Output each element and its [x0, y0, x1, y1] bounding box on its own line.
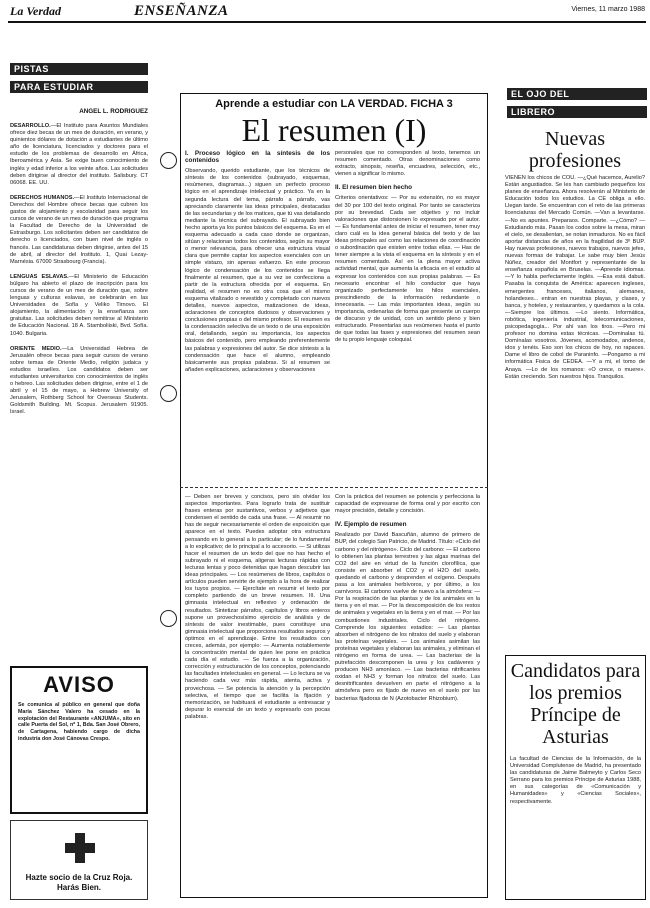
ficha-col-1 — [185, 150, 330, 480]
section-heading: IV. Ejemplo de resumen — [335, 521, 407, 529]
premios-body: La facultad de Ciencias de la Información, de la Universidad Complutense de Madrid, ha presentado las candidaturas de Jaime Balmeyto y Carlos Seco Serrano para los premios Príncipe de Asturias 1988, en sus categorías de «Comunicación y Humanidades» y «Ciencias Sociales», respectivamente. — [510, 756, 641, 805]
aviso-text: Se comunica al público en general que doña María Sánchez Valero ha cesado en la explotación del Restaurante «ANJUMA», sito en calle Puerta del Sol, nº 1, Bda. San José Obrero, de Cartagena, habiendo cargo de dicha industria don José Cánovas Crespo. — [18, 702, 140, 742]
section-body: Realizado por David Bascuñán, alumno de primero de BUP, del colegio San Patricio, de Madrid. Título: «Ciclo del carbono y del nitrógeno». Ciclo del carbono: — El carbono lo obtienen las plantas terrestres y las algas marinas del CO2 del aire en virtud de la función clorofílica, que consiste en absorber el CO2 y el H2O del suelo, quedando el carbono y desprenden el oxígeno. Después pasa a los animales herbívoros, y por último, a los carnívoros. El carbono vuelve de nuevo a la atmósfera: — Por la respiración de las plantas y de los animales en la tierra y en el mar. — Por la descomposición de los restos de animales y vegetales en la tierra y en el mar. — Por las combustiones industriales. Ciclo del nitrógeno. Comprende los siguientes estadios: — Las plantas absorben el nitrógeno de los nitratos del suelo y elaboran las proteínas vegetales. — Los animales asimilan las proteínas vegetales y elaboran las animales, y eliminan el nitrógeno en forma de urea. — Las bacterias de la putrefacción descomponen la urea y los cadáveres y producen NH3 amoníaco. — Las bacterias nitrificantes oxidan el NH3 y forman los nitratos del suelo. Las desnitrificantes devuelven en parte el nitrógeno a la atmósfera pero es fijado de nuevo en el suelo por las bacterias fijadoras de N (Azotobacter Rhizobium). — [335, 532, 480, 702]
header-rule — [8, 21, 646, 23]
section-heading: I. Proceso lógico en la síntesis de los contenidos — [185, 150, 330, 165]
pistas-item: LENGUAS ESLAVAS.—El Ministerio de Educación búlgaro ha abierto el plazo de inscripción para los cursos de verano de un mes de duración que, sobre lenguas y culturas eslavas, se celebrarán en las Universidades de Sofía y Veliko Tirnovo. El alojamiento, la alimentación y la enseñanza son gratuitas. Las solicitudes deben remitirse al Ministerio de Educación Nacional. 18 A. Stamboliiski, Bvd. Sofía. 1040. Bulgaria. — [10, 273, 148, 337]
issue-date: Viernes, 11 marzo 1988 — [571, 6, 645, 13]
cruz-roja-text: Hazte socio de la Cruz Roja. Harás Bien. — [25, 873, 133, 892]
pistas-item: DERECHOS HUMANOS.—El Instituto Internacional de Derechos del Hombre ofrece becas que cubren los gastos de alojamiento y escolaridad para seguir los cursos de verano de un mes de duración que programa la Facultad de Derecho de la Universidad de Estrasburgo. Los solicitantes deben ser candidatos de derecho o licenciados, con buen nivel de inglés o francés. Las candidaturas deben dirigirse, antes del 15 de abril, al director del Instituto. 1, Quai Lezay-Marnésia. 67000 Strasbourg (Francia). — [10, 194, 148, 265]
column-body — [505, 175, 645, 645]
red-cross-icon — [63, 831, 97, 865]
cruz-roja-ad — [10, 820, 148, 900]
ficha-col-4 — [335, 494, 480, 892]
ficha-col-2 — [335, 150, 480, 480]
ficha-title: El resumen (I) — [241, 112, 427, 148]
premios-headline: Candidatos para los premios Príncipe de Asturias — [510, 660, 641, 748]
section-body: personales que no corresponden al texto, tenemos un resumen comentado. Otras denominaciones como extracto, sinopsis, reseña, encuadres, selección, etc., vienen a significar lo mismo. — [335, 150, 480, 178]
aviso-title: AVISO — [43, 672, 115, 697]
column-text: VIENEN los chicos de COU. —¿Qué hacemos, Aurelio? Están angustiados. Se les han cambiado pequeños los planes de enseñanza. Ahora resolverán al Ministerio de Educación todos los estudios. La CE obliga a ello. Llegan tarde. Se encuentran con el reto de las primeras licenciaturas del Mercado Común. —Van a levantarse. —No es apuntes. Preparaos. Comparte. —¿Cómo? —Estudiando más. Pasan los codos sobre la mesa, miran el cielo, se desalientan, se notan inmaduros. No es fácil aportar distancias de años en la fragilidad de 3º BUP. Hay nuevas profesiones, nuevos trabajos, nuevos jefes, nuevas formas de trabajar. Le sabe muy bien Jesús Núñez, creador del Montfort y representante de la enseñanza española en Bruselas. —Aprende idiomas. —Y lo habla perfectamente inglés. —Esa está dabuti. Pasaba la conquista de América: aparecen ingleses, emergentes franceses, italianos, alemanes, holandeses... entran en nuestras playas, y clases, y banca, y hoteles, y restaurantes, y quedamos a la cola. —Siempre los últimos. —Lo siento. Informática, robótica, ingeniería industrial, telecomunicaciones, psicopedagogía... Por ahí van los tiros. —Pero mi profesor no domina estas técnicas. —Dominalas tú. Domínalas vosotros. Jóvenes, acomodados, andenos, idos y tenéis. Eso son los chicos de hoy, no rapaces. Dame el libro de cobol de Paraninfo. —Pongamo a mi informática Fisica de CEDEA. —Y a mi, el tomo de Anaya. —Lo de los romanos: «O crece, o muere». Están creciendo. Son nuestros hijos. Tranquilos. — [505, 175, 645, 380]
premios-box — [505, 655, 646, 900]
ficha-kicker: Aprende a estudiar con LA VERDAD. FICHA 3 — [215, 98, 453, 110]
section-body: Con la práctica del resumen se potencia y perfecciona la capacidad de expresarse de forma oral y por escrito con mayor precisión, detalle y concisión. — [335, 494, 480, 515]
binder-hole — [160, 610, 177, 627]
ficha-cut-line — [180, 487, 488, 488]
para-estudiar-title: PARA ESTUDIAR — [10, 81, 148, 93]
pistas-body — [10, 123, 148, 658]
section-body: — Deben ser breves y concisos, pero sin olvidar los aspectos importantes. Para lograrlo trata de sustituir frases enteras por sustantivos, verbos y adjetivos que condensen el sentido de cada una frase. — Al resumir no has de seguir necesariamente el orden de exposición que aparece en el texto. Puedes adoptar otra estructura pensando en lo general a lo particular; de lo fundamental a lo explicativo; de lo principal a lo accesorio. — Si utilizas hacer el resumen de un texto del que no has hecho el subrayado ni el esquema, aligeras lecturas rápidas con lecturas lentas y poco detenidas que hagan descubrir las ideas principales. — Los resúmenes de libros, capítulos o artículos pueden servirte de ejemplo a la hora de realizar los tuyos propios. — Ejercítate en resumir el texto por completo partiendo de un breve resumen. III. Una gimnasia intelectual en reflexivo y ordenación de resultados. Sintetizar párrafos, capítulos y libros enteros supone un provechosísimo ejercicio de análisis y de síntesis de valor inestimable, pues constituye una gimnasia intelectual que proporciona resultados seguros y óptimos en el aprendizaje. Entre los resultados con creces, además, por ejemplo: — Aumenta notablemente la concentración mental de quien lee pone en práctica cada día el estudio. — Se fuerza a la organización, corrección y estructuración de los conceptos, potenciando las facultades intelectuales en general. — Lo lectura se va haciendo cada vez más rápida, atenta, activa y provechosa. — Se potencia la atención y la percepción selectiva, el tiempo que se facilita la fijación y memorización, se habituará el estudiante a entresacar y depurar lo esencial de un texto y expresarlo con pocas palabras. — [185, 494, 330, 720]
masthead: La Verdad — [10, 4, 61, 18]
section-title: ENSEÑANZA — [134, 3, 229, 19]
binder-hole — [160, 152, 177, 169]
section-body: Observando, querido estudiante, que los técnicos de síntesis de los contenidos (subrayado, esquemas, resúmenes, diagramas...) siguen un perfecto proceso lógico en el aprendizaje intelectual y práctico. Ya en la segunda lectura del tema, párrafo a párrafo, vas apreciando claramente las ideas principales, destacadas de las secundarias y de los matices, que tú vas detallando mediante la técnica del subrayado. El subrayado bien hecho aporta ya los puntos básicos del esquema. Es en el esquema adecuado a cada caso donde se organizan, sitúan y relacionan todos los contenidos, según su mayor o menor relevancia, para ofrecer una estructura visual clara que permite captar los aspectos esenciales con un simple vistazo, sin apenas esfuerzo. En este proceso lógico de condensación de los contenidos se llega finalmente al resumen, que a su vez se confecciona a partir de la estructura ofrecida por el esquema. En realidad, el resumen no es otra cosa que el mismo esquema vitalizado o revestido y completado con nuevos detalles, nuevos aspectos, matizaciones de ideas, aclaraciones de conceptos dudosos y observaciones y conclusiones propias o del mismo profesor. El resumen es la condensación selectiva de un texto o de una exposición oral, detallando, según su importancia, los aspectos básicos del contenido, pero empleando preferentemente las palabras y expresiones del autor. Se dice síntesis a la condensación que hace el alumno, empleando básicamente sus propias palabras. Si al resumen se añaden explicaciones, aclaraciones y observaciones — [185, 168, 330, 373]
section-body: Criterios orientativos: — Por su extensión, no es mayor del 30 por 100 del texto original. Por tanto se caracteriza por su brevedad. Cada ser objetivo y no incluir valoraciones que distorsionen lo expresado por el autor. — Es fundamental antes de iniciar el resumen, tener muy claro cuál es la idea general básica del texto y de las ideas principales así como las relaciones de coordinación o subordinación que existen entre todas ellas. — Has de tener siempre a la vista el esquema en la síntesis y en el resumen comentado. Así en la plena mayor activa actividad mental, que aumenta la eficacia en el estudio al expresar los contenidos con sus propias palabras. — Es necesario encontrar el hilo conductor que haya organizado perfectamente los hilos esenciales, prescindiendo de la información redundante o innecesaria. — Las más importantes ideas, según su importancia, ordenarlas de forma que presente un cuerpo de discurso y de unidad, con un sentido pleno y bien estructurado. Presentarlas sus resúmenes hasta el punto de que todas las fases y expresiones del resumen sean de tu propio lenguaje coloquial. — [335, 195, 480, 344]
section-heading: II. El resumen bien hecho — [335, 184, 413, 192]
pistas-title: PISTAS — [10, 63, 148, 75]
librero-title: LIBRERO — [507, 106, 647, 118]
column-headline: Nuevas profesiones — [528, 128, 622, 172]
ojo-title: EL OJO DEL — [507, 88, 647, 100]
aviso-box — [10, 666, 148, 814]
author-byline: ANGEL L. RODRIGUEZ — [79, 108, 148, 115]
binder-hole — [160, 385, 177, 402]
pistas-item: DESARROLLO.—El Instituto para Asuntos Mundiales ofrece diez becas de un mes de duración, en verano, y quinientos dólares de dotación a estudiantes de último año de licenciatura, licenciados y doctores para el estudio de los problemas de desarrollo en África, Iberoamérica y Asia. Se exige buen conocimiento de inglés y edad inferior a los veinte años. Las solicitudes deben dirigirse al director del instituto. Salisbury. CT 06068. EE. UU. — [10, 123, 148, 186]
pistas-item: ORIENTE MEDIO.—La Universidad Hebrea de Jerusalén ofrece becas para seguir cursos de verano sobre temas de Oriente Medio, religión judaica y estudios israelíes. Los candidatos deben ser estudiantes universitarios con conocimientos de inglés o hebreo. Las solicitudes deben dirigirse, entre el 1 de abril y el 15 de mayo, a Hebrew University of Jerusalem, Rothberg School for Overseas Students. Goldsmith Building. Mt. Scopus. Jerusalem 91905. Israel. — [10, 345, 148, 416]
ficha-col-3 — [185, 494, 330, 892]
